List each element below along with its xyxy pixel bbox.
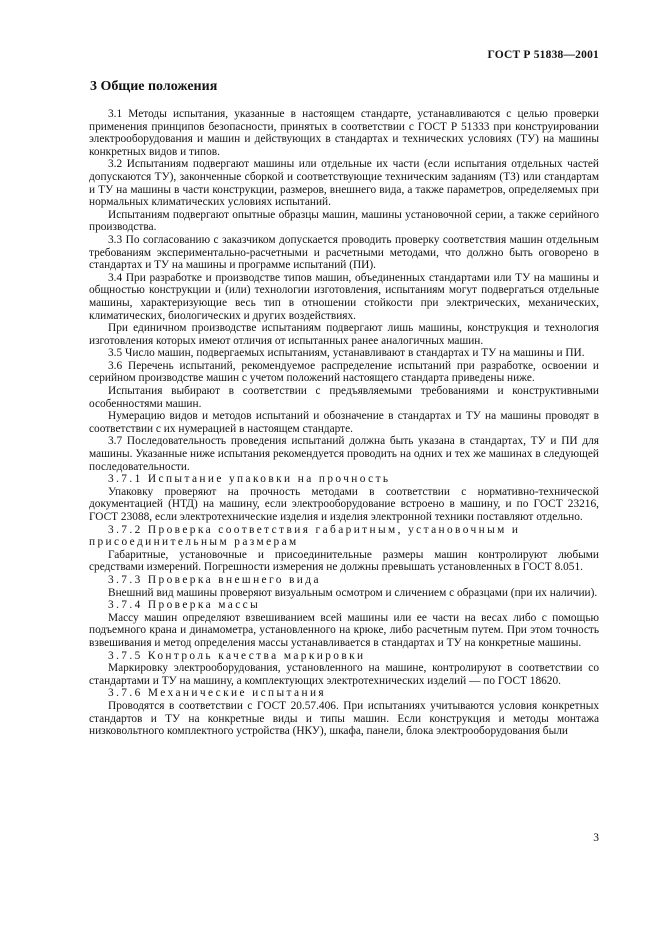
paragraph: Маркировку электрооборудования, установленного на машине, контролируют в соответствии со стандартами и ТУ на машину, а комплектующих электротехнических изделий — по ГОСТ 18620. xyxy=(89,662,599,687)
paragraph: При единичном производстве испытаниям подвергают лишь машины, конструкция и технология изготовления которых имеют отличия от испытанных ранее аналогичных машин. xyxy=(89,322,599,347)
paragraph: Габаритные, установочные и присоединительные размеры машин контролируют любыми средствами измерений. Погрешности измерения не должны превышать установленных в ГОСТ 8.051. xyxy=(89,548,599,574)
paragraph: Массу машин определяют взвешиванием всей машины или ее части на весах либо с помощью подъемного крана и динамометра, установленного на крюке, либо расчетным путем. При этом точность взвешивания и метод определения массы устанавливается в стандартах и ТУ на конкретные машины. xyxy=(89,611,599,649)
paragraph: Испытаниям подвергают опытные образцы машин, машины установочной серии, а также серийного производства. xyxy=(89,208,599,234)
subsection-heading: 3.7.2 Проверка соответствия габаритным, установочным и присоединительным размерам xyxy=(89,523,521,549)
subsection-heading: 3.7.5 Контроль качества маркировки xyxy=(108,649,366,662)
page-number: 3 xyxy=(593,832,599,844)
subsection-heading: 3.7.4 Проверка массы xyxy=(108,599,261,612)
subsection-heading: 3.7.3 Проверка внешнего вида xyxy=(108,573,321,586)
section-body xyxy=(89,108,599,738)
paragraph: 3.7 Последовательность проведения испытаний должна быть указана в стандартах, ТУ и ПИ для машины. Указанные ниже испытания рекомендуется проводить на одних и тех же машинах в следующей последовательности. xyxy=(89,435,599,473)
paragraph: 3.2 Испытаниям подвергают машины или отдельные их части (если испытания отдельных частей допускаются ТУ), законченные сборкой и соответствующие техническим заданиям (ТЗ) или стандартам и ТУ на машины в части конструкции, размеров, внешнего вида, а также параметров, определяемых при нормальных климатических условиях испытаний. xyxy=(89,158,599,209)
paragraph: 3.4 При разработке и производстве типов машин, объединенных стандартами или ТУ на машины и общностью конструкции и (или) технологии изготовления, испытаниям могут подвергаться отдельные машины, характеризующие весь тип в отношении стойкости при электрических, механических, климатических, биологических и других воздействиях. xyxy=(89,271,599,322)
paragraph: Внешний вид машины проверяют визуальным осмотром и сличением с образцами (при их наличии). xyxy=(108,586,598,599)
paragraph: 3.1 Методы испытания, указанные в настоящем стандарте, устанавливаются с целью проверки применения принципов безопасности, принятых в соответствии с ГОСТ Р 51333 при конструировании электрооборудования и машин и действующих в стандартах и технических условиях (ТУ) на машины конкретных видов и типов. xyxy=(89,108,599,158)
subsection-heading: 3.7.1 Испытание упаковки на прочность xyxy=(108,473,391,486)
paragraph: Упаковку проверяют на прочность методами в соответствии с нормативно-технической документацией (НТД) на машину, если электрооборудование встроено в машину, и по ГОСТ 23216, ГОСТ 23088, если электротехнические изделия и изделия электронной техники поставляют отдельно. xyxy=(89,485,599,523)
paragraph: 3.5 Число машин, подвергаемых испытаниям, устанавливают в стандартах и ТУ на машины и ПИ. xyxy=(108,347,585,360)
paragraph: 3.6 Перечень испытаний, рекомендуемое распределение испытаний при разработке, освоении и серийном производстве машин с учетом положений настоящего стандарта приведены ниже. xyxy=(89,359,599,385)
paragraph: Испытания выбирают в соответствии с предъявляемыми требованиями и конструктивными особенностями машин. xyxy=(89,385,599,410)
paragraph: Проводятся в соответствии с ГОСТ 20.57.406. При испытаниях учитываются условия конкретных стандартов и ТУ на конкретные виды и типы машин. Если конструкция и методы монтажа низковольтного комплектного устройства (НКУ), шкафа, панели, блока электрооборудования были xyxy=(89,699,599,738)
standard-designation: ГОСТ Р 51838—2001 xyxy=(487,49,599,61)
section-title: 3 Общие положения xyxy=(90,79,218,94)
paragraph: 3.3 По согласованию с заказчиком допускается проводить проверку соответствия машин отдельным требованиям экспериментально-расчетными и расчетными методами, что должно быть оговорено в стандартах и ТУ на машины и программе испытаний (ПИ). xyxy=(89,233,599,272)
subsection-heading: 3.7.6 Механические испытания xyxy=(108,687,327,700)
paragraph: Нумерацию видов и методов испытаний и обозначение в стандартах и ТУ на машины проводят в соответствии с их нумерацией в настоящем стандарте. xyxy=(89,410,599,435)
